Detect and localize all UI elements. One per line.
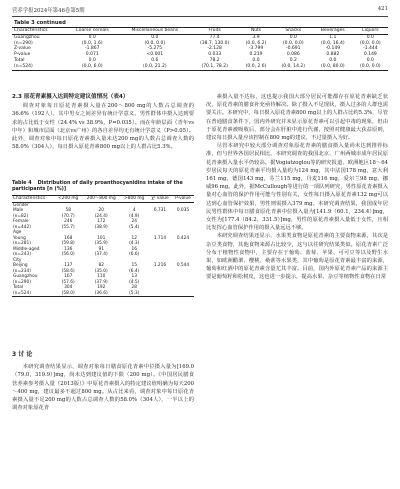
- table-cell: [172, 291, 194, 297]
- table-header-cell: Fruits: [191, 28, 238, 35]
- table-cell: (58.0): [54, 291, 81, 297]
- table-cell: (n=234): [13, 268, 31, 274]
- table-cell: 0.544: [176, 263, 190, 268]
- journal-name: 营养学报2024年第46卷第5期: [12, 8, 85, 14]
- header-rule: [12, 16, 388, 17]
- table-cell: (n=442): [13, 224, 31, 230]
- table-cell: (6.6): [129, 252, 140, 257]
- table-cell: 0.071: [85, 52, 99, 58]
- table-cell: 0.6: [151, 57, 159, 63]
- table-cell: (24.4): [94, 213, 108, 219]
- section-2-3-title: 2.3 原花青素摄入达到特定建议值情况（表4）: [12, 94, 129, 100]
- table-cell: (35.0): [94, 268, 108, 274]
- running-header: [12, 6, 388, 15]
- table-cell: Age: [13, 230, 22, 235]
- table-cell: (n=243): [13, 252, 31, 257]
- table-cell: (57.6): [61, 279, 75, 285]
- table-cell: -5.275: [147, 46, 163, 52]
- table-cell: 167: [64, 274, 73, 279]
- table-cell: (5.3): [120, 291, 147, 297]
- table-cell: City: [13, 257, 22, 263]
- table3-header-row: [12, 28, 388, 35]
- table-cell: 0.035: [176, 208, 190, 213]
- table-cell: 6.731: [153, 208, 167, 213]
- table-cell: 28: [131, 285, 137, 290]
- table-header-cell: Characteristics: [12, 196, 54, 203]
- table-header-cell: Characteristics: [12, 28, 66, 35]
- table-cell: Total: [13, 285, 24, 290]
- discussion-title: 3 讨 论: [12, 351, 33, 358]
- table-cell: (n=290): [14, 40, 33, 46]
- table-cell: Beijing: [13, 263, 28, 268]
- table3: [12, 27, 388, 71]
- table-header-cell: χ² value: [148, 196, 172, 203]
- table-header-cell: Liquors: [353, 28, 388, 35]
- table-cell: (0.0, 2.6): [238, 64, 273, 70]
- table-cell: 4: [132, 208, 136, 213]
- table-cell: 0.219: [249, 52, 263, 58]
- table-header-cell: Nuts: [238, 28, 273, 35]
- table-cell: <0.001: [146, 52, 164, 58]
- table-cell: 304: [64, 285, 73, 290]
- table-cell: -0.149: [325, 46, 341, 52]
- table-cell: 0.2: [289, 57, 297, 63]
- table-cell: 172: [97, 219, 106, 224]
- table-cell: (0.0, 80.0): [313, 64, 353, 70]
- table-header-cell: Snacks: [274, 28, 313, 35]
- table-cell: 0.033: [208, 52, 222, 58]
- table-cell: (4.3): [129, 241, 140, 246]
- table-cell: (37.9): [94, 279, 108, 285]
- table-cell: 136: [64, 246, 73, 252]
- table-cell: -1.867: [84, 46, 100, 52]
- right-column: [206, 93, 388, 282]
- table-cell: (n=524): [12, 291, 54, 297]
- table-cell: 82: [98, 263, 104, 268]
- table-cell: 0.0: [329, 57, 337, 63]
- table4: [12, 195, 194, 297]
- table-cell: (n=524): [12, 64, 66, 70]
- table-cell: Total: [14, 57, 25, 63]
- table-header-cell: >800 mg: [120, 196, 147, 203]
- table-cell: (0.0, 6.2): [245, 40, 267, 46]
- table-cell: 192: [97, 285, 106, 290]
- table-cell: 168: [64, 235, 73, 241]
- table-cell: 0.0: [88, 34, 96, 40]
- table4-caption-number: Table 4: [12, 180, 32, 186]
- table-cell: (56.0): [61, 252, 75, 257]
- table-cell: Guangzhou: [13, 274, 38, 279]
- table-cell: 110: [97, 274, 106, 279]
- table-cell: 1.714: [153, 235, 167, 241]
- table-cell: 24: [131, 219, 137, 224]
- discussion-body: 本研究调查结果显示，调查对象每日膳食原花青素中位摄入量为[169.0（79.0，319.9）]mg，尚未达到建议值的下限（200 mg）。《中国居民膳食营养素参考摄入量（2013版）》中原花青素摄入的特定建议值明确为每天200～400 mg，建议最多不超过800 mg。从占比来看，调查对象中每日原花青素摄入量不足200 mg的人数占总调查人数的58.0%（304人），一半以上的调查对象原花青: [12, 364, 194, 412]
- table-cell: 0.149: [363, 52, 377, 58]
- table-cell: Middle-aged: [13, 246, 40, 252]
- table4-header-row: [12, 196, 194, 203]
- table-header-cell: 200～800 mg: [82, 196, 121, 203]
- table-cell: (35.9): [94, 241, 108, 246]
- table-cell: 3.9: [252, 34, 260, 40]
- table-cell: (58.6): [61, 268, 75, 274]
- table-row: [12, 291, 194, 297]
- table-cell: (70.1, 78.2): [191, 64, 238, 70]
- table-cell: (5.4): [129, 224, 140, 230]
- table-cell: 12: [131, 235, 137, 241]
- table-cell: (0.0, 6.0): [66, 64, 119, 70]
- table-row: [12, 64, 388, 70]
- table-cell: -2.128: [207, 46, 222, 52]
- table-cell: (38.9): [94, 224, 108, 230]
- discussion-section: [12, 351, 194, 412]
- table-cell: 101: [97, 235, 106, 241]
- table-cell: 246: [64, 219, 73, 224]
- table-cell: Guangzhou: [14, 34, 40, 40]
- right-para-2: 尽管本研究中较大部分调查对象原花青素的膳食摄入量尚未达到推荐标准，但与世界各国居民相比，本研究调查的我国北京、广州两城市成年居民原花青素摄入量水平仍较高。据Vogiatzoglou等的研究报道，欧洲地区18～64岁居民每天的原花青素平均摄入量约为124 mg，其中法国178 mg，意大利161 mg，德国143 mg，芬兰115 mg，丹麦116 mg，爱尔兰98 mg，挪威96 mg。此外，据McCullough等进行的一项队列研究，男性原花青素摄入量对心血管的保护作用可能与性别有关，女性每日摄入原花青素132 mg可以达到心血管保护效果，男性则需摄入379 mg。本研究调查结果，我国成年居民男性群体中每日膳食原花青素中位摄入量为[141.9（60.1，234.4）]mg，女性为[177.4（84.2，331.5）]mg，男性的原花青素摄入量低于女性，且相比发挥心血管保护作用的摄入量远远不够。: [206, 143, 388, 232]
- table-header-cell: Miscellaneous beans: [119, 28, 191, 35]
- table-cell: 0.0: [88, 57, 96, 63]
- table-cell: 137: [64, 263, 73, 268]
- table-cell: P-value: [14, 52, 31, 58]
- table-cell: 0.882: [326, 52, 340, 58]
- table-cell: 0.0: [289, 34, 297, 40]
- table-cell: (4.5): [129, 279, 140, 285]
- table4-caption-text: Distribution of daily proanthocyanidins intake of the participants [n (%)]: [12, 180, 183, 192]
- table-cell: 0.424: [176, 235, 190, 241]
- table-cell: Male: [13, 208, 24, 213]
- table-cell: 1.216: [153, 263, 167, 268]
- table-cell: (6.4): [129, 268, 140, 274]
- table-cell: 0.0: [366, 57, 374, 63]
- table-cell: 58: [65, 208, 71, 213]
- table-cell: -3.799: [248, 46, 264, 52]
- table-cell: -1.444: [363, 46, 378, 52]
- table-cell: 15: [131, 263, 137, 268]
- table-cell: (0.0, 14.2): [274, 64, 313, 70]
- table-cell: Gender: [13, 202, 29, 208]
- table4-body: [12, 202, 194, 297]
- table-cell: (n=290): [13, 279, 31, 285]
- table-cell: (0.0, 0.0): [353, 64, 388, 70]
- table-cell: -0.691: [286, 46, 301, 52]
- table-cell: Female: [13, 219, 29, 224]
- table-cell: Z-value: [14, 46, 31, 52]
- table-cell: (55.7): [61, 224, 75, 230]
- table-cell: (4.9): [129, 213, 140, 219]
- right-para-3: 本研究调查结果还显示，水果类食物是原花青素的主要食物来源，其次是杂豆类食物，其他食物来源占比较少，这与以往研究结果类似。原花青素广泛分布于植物性食物中，主要存在于葡萄、蓝莓、苹果、可可豆等以及野生水果，如欧洲醋栗、樱桃、桑葚等水果类，其中葡萄是原花青素最丰富的来源，葡萄和红酒中的原花青素含量尤其丰富。目前，国内外原花青素产品的来源主要是葡萄籽和松树皮，这也进一步提示，提高水果、杂豆等植物性食物在日常: [206, 233, 388, 281]
- table-cell: (70.7): [61, 213, 75, 219]
- table4-caption: [12, 180, 194, 192]
- table-cell: 0.086: [286, 52, 300, 58]
- table-cell: 16: [131, 246, 137, 252]
- table-cell: 0.0: [252, 57, 260, 63]
- table-cell: 91: [98, 246, 104, 252]
- table-cell: (38.7, 130.0): [200, 40, 230, 46]
- table-cell: (0.0, 0.0): [360, 40, 381, 46]
- section-2-3: [12, 93, 194, 151]
- table-header-cell: P-value: [172, 196, 194, 203]
- right-para-1: 素摄入量不达标，这也提示我国大部分居民可能都存在原花青素缺乏状况，原花青素的膳食补充亟待解决。除了摄入不足现状，摄入过多的人群也需要关注。本研究中，每日摄入原花青素800 mg以上的人群占比约5.3%，尽管在普通膳食条件下，国内外研究并未显示原花青素可以引起中毒的现象，但由于原花青素被吸收后，部分会在肝脏中进行代谢，按照对健康最大获益原则，建议每日摄入量应该控制在800 mg的建议，不过量摄入为好。: [206, 94, 388, 142]
- table-header-cell: <200 mg: [54, 196, 81, 203]
- table-cell: Young: [13, 235, 26, 241]
- table-cell: (0.0, 0.0): [144, 40, 166, 46]
- table-header-cell: Beverages: [313, 28, 353, 35]
- table-cell: 0.0: [151, 34, 159, 40]
- table-cell: 20: [98, 208, 104, 213]
- table3-caption: Table 3 continued: [14, 20, 66, 26]
- table-cell: 78.2: [209, 57, 220, 63]
- table-cell: (n=281): [13, 241, 31, 246]
- table-cell: (0.0, 21.2): [119, 64, 191, 70]
- table-cell: (59.8): [61, 241, 75, 246]
- table-cell: (0.0, 16.4): [321, 40, 345, 46]
- section-2-3-body: 调查对象每日原花青素摄入量在200～800 mg的人数占总调查的36.6%（192人），其中男女之间差异有统计学意义，男性群体中摄入达到要求的占比低于女性（24.4% vs 38.9%，P=0.035）。而在年龄层面（青年vs中年）和城市层面（北京vs广州）的各自差异均无有统计学意义（P>0.05）。此外，调查对象中每日原花青素摄入量未达200 mg的人数占总调查人数的58.0%（304人），每日摄入原花青素800 mg以上的人群占比5.3%。: [12, 103, 194, 151]
- table-cell: (n=82): [13, 213, 29, 219]
- table-cell: 13: [131, 274, 137, 279]
- table-cell: (0.0, 1.6): [81, 40, 103, 46]
- table-cell: (0.0, 0.0): [282, 40, 304, 46]
- table-cell: [148, 291, 172, 297]
- page-number: 421: [377, 6, 388, 12]
- table-cell: (36.6): [82, 291, 121, 297]
- table-header-cell: Coarse cereals: [66, 28, 119, 35]
- table-cell: (37.4): [94, 252, 108, 257]
- table-cell: 1.1: [329, 34, 337, 40]
- table-cell: 77.4: [209, 34, 220, 40]
- table-cell: 0.0: [366, 34, 374, 40]
- table3-body: [12, 34, 388, 70]
